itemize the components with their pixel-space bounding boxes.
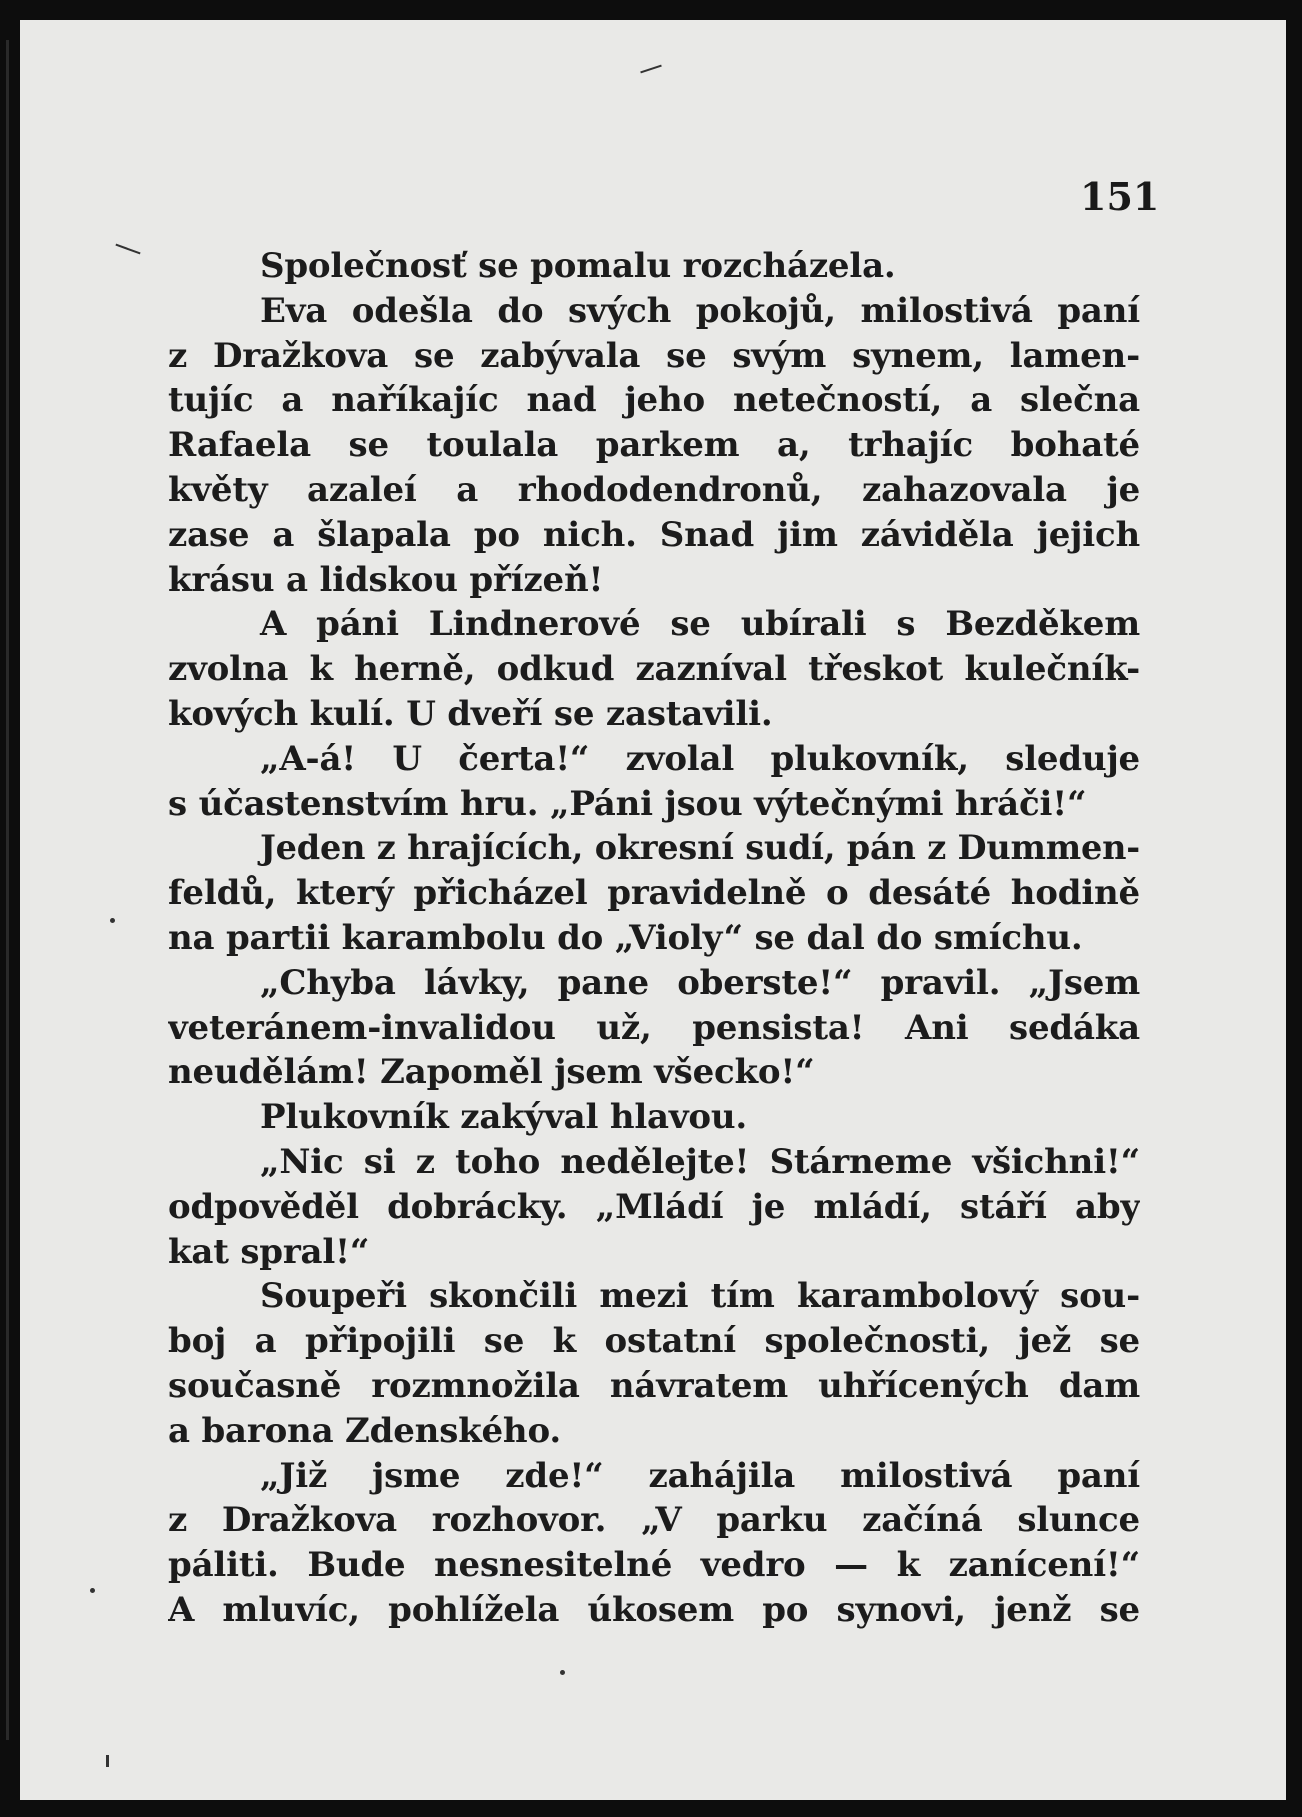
text-line: A páni Lindnerové se ubírali s Bezděkem [260,604,1140,645]
text-line: kat spral!“ [168,1231,370,1272]
text-line: krásu a lidskou přízeň! [168,559,604,600]
text-line: květy azaleí a rhododendronů, zahazovala je [168,469,1140,510]
text-line: Eva odešla do svých pokojů, milostivá paní [260,290,1140,331]
text-line: feldů, který přicházel pravidelně o desáté hodině [168,873,1140,914]
text-line: Soupeři skončili mezi tím karambolový sou- [260,1276,1140,1317]
ink-speck [560,1670,565,1675]
text-line: zvolna k herně, odkud zazníval třeskot kulečník- [168,649,1140,690]
ink-speck [90,1588,95,1593]
text-line: A mluvíc, pohlížela úkosem po synovi, jenž se [168,1589,1140,1630]
ink-speck [110,918,115,923]
text-line: odpověděl dobrácky. „Mládí je mládí, stáří aby [168,1186,1140,1227]
text-line: „A-á! U čerta!“ zvolal plukovník, sleduje [260,738,1140,779]
text-line: na partii karambolu do „Violy“ se dal do smíchu. [168,917,1083,958]
text-line: neudělám! Zapoměl jsem všecko!“ [168,1052,815,1093]
text-line: s účastenstvím hru. „Páni jsou výtečnými hráči!“ [168,783,1087,824]
text-line: Společnosť se pomalu rozcházela. [260,246,896,286]
page-number: 151 [1080,174,1160,219]
scan-edge-mark [6,40,9,1740]
text-line: z Dražkova se zabývala se svým synem, lamen- [168,335,1140,376]
text-line: Rafaela se toulala parkem a, trhajíc bohaté [168,425,1140,466]
text-line: současně rozmnožila návratem uhřícených dam [168,1365,1140,1406]
ink-speck [115,244,140,255]
text-line: kových kulí. U dveří se zastavili. [168,693,773,734]
ink-speck [640,65,662,74]
text-line: veteránem-invalidou už, pensista! Ani sedáka [168,1007,1140,1048]
text-line: zase a šlapala po nich. Snad jim záviděla jejich [168,514,1140,555]
ink-speck [106,1755,109,1767]
text-line: páliti. Bude nesnesitelné vedro — k zanícení!“ [168,1545,1140,1586]
text-line: boj a připojili se k ostatní společnosti, jež se [168,1321,1140,1362]
book-page [20,20,1286,1800]
text-line: tujíc a naříkajíc nad jeho netečností, a slečna [168,380,1140,421]
text-line: a barona Zdenského. [168,1410,561,1451]
body-text [168,244,1140,1633]
text-line: Plukovník zakýval hlavou. [260,1097,748,1138]
text-line: Jeden z hrajících, okresní sudí, pán z Dummen- [260,828,1140,868]
text-line: „Nic si z toho nedělejte! Stárneme všichni!“ [260,1141,1140,1182]
text-line: z Dražkova rozhovor. „V parku začíná slunce [168,1500,1140,1541]
text-line: „Již jsme zde!“ zahájila milostivá paní [260,1455,1140,1496]
text-line: „Chyba lávky, pane oberste!“ pravil. „Jsem [260,962,1140,1003]
